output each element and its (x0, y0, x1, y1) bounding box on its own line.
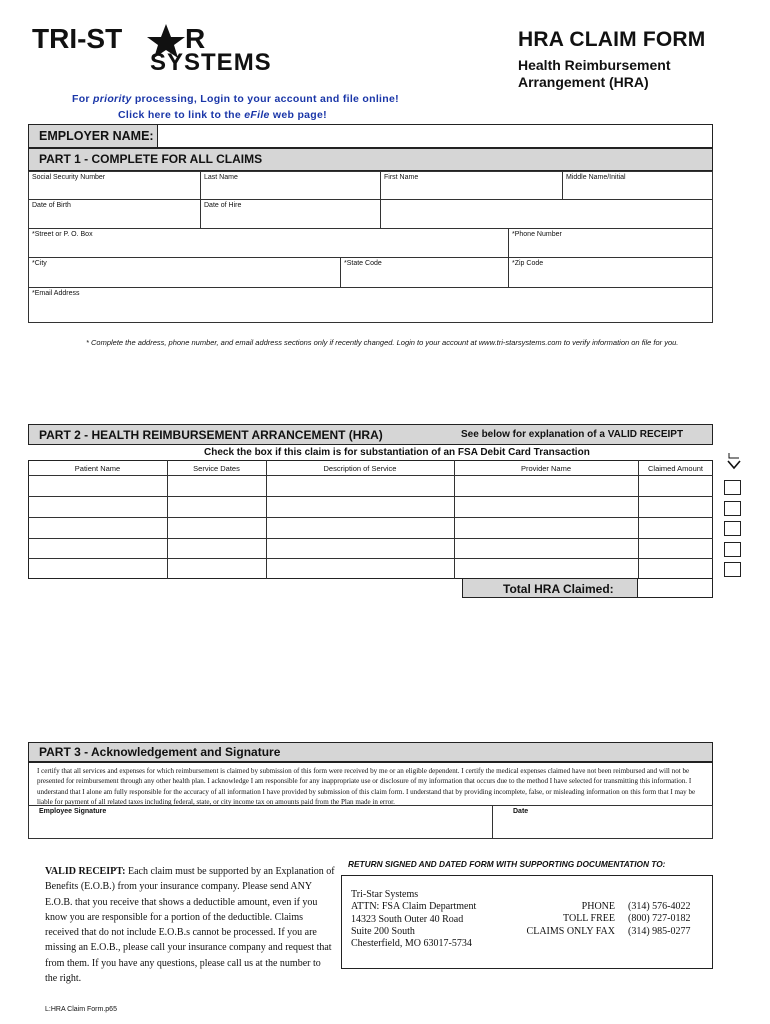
return-heading: RETURN SIGNED AND DATED FORM WITH SUPPORTING DOCUMENTATION TO: (348, 859, 666, 869)
employer-name-label: EMPLOYER NAME: (28, 124, 158, 148)
fsa-checkbox[interactable] (724, 562, 741, 577)
fsa-checkbox[interactable] (724, 501, 741, 516)
middle-name-field[interactable]: Middle Name/Initial (562, 171, 713, 200)
fsa-checkbox[interactable] (724, 542, 741, 557)
fax-label: CLAIMS ONLY FAX (526, 925, 615, 937)
city-field[interactable]: *City (28, 257, 341, 288)
employer-name-field[interactable] (157, 124, 713, 148)
part1-header: PART 1 - COMPLETE FOR ALL CLAIMS (28, 148, 713, 171)
state-field[interactable]: *State Code (340, 257, 509, 288)
return-address-box (341, 875, 713, 969)
table-row[interactable] (28, 539, 713, 558)
zip-field[interactable]: *Zip Code (508, 257, 713, 288)
arrow-down-icon (726, 452, 742, 470)
efile-link[interactable]: Click here to link to the eFile web page! (118, 109, 327, 121)
phone-label: PHONE (581, 901, 615, 912)
table-row[interactable] (28, 497, 713, 517)
tri-star-logo (32, 22, 332, 74)
form-subtitle (518, 57, 718, 91)
table-row[interactable] (28, 476, 713, 496)
toll-free-number: (800) 727-0182 (628, 913, 691, 925)
email-field[interactable]: *Email Address (28, 287, 713, 323)
footer-filename: L:HRA Claim Form.p65 (45, 1006, 117, 1013)
valid-receipt-note: See below for explanation of a VALID RECEIPT (461, 429, 684, 440)
total-hra-label: Total HRA Claimed: (462, 578, 638, 598)
logo-text-bottom: SYSTEMS (150, 49, 272, 74)
col-description: Description of Service (323, 464, 397, 473)
fsa-check-instruction: Check the box if this claim is for substantiation of an FSA Debit Card Transaction (204, 447, 590, 458)
address-line: Chesterfield, MO 63017-5734 (351, 938, 472, 950)
last-name-field[interactable]: Last Name (200, 171, 381, 200)
valid-receipt-paragraph: VALID RECEIPT: Each claim must be supported by an Explanation of Benefits (E.O.B.) from your insurance company. Please send ANY E.O.B. that you receive that shows a deductible amount, even if you know you are responsible for a portion of the deductible. Claims received that do not include E.O.B.s cannot be processed. If you are missing an E.O.B., please call your insurance company and request that from them. If you have any questions, please call us at the number to the right. (45, 866, 335, 985)
valid-receipt-label: VALID RECEIPT: (45, 866, 126, 877)
address-line: Tri-Star Systems (351, 889, 419, 900)
address-line: 14323 South Outer 40 Road (351, 913, 464, 925)
return-address (351, 889, 476, 950)
doh-field[interactable]: Date of Hire (200, 199, 381, 229)
contact-numbers (628, 901, 691, 938)
address-update-note: * Complete the address, phone number, and email address sections only if recently changed. Login to your account at www.tri-starsystems.com to verify information on file for you. (86, 338, 679, 347)
col-provider-name: Provider Name (520, 464, 572, 473)
first-name-field[interactable]: First Name (380, 171, 563, 200)
address-line: Suite 200 South (351, 925, 415, 937)
ssn-field[interactable]: Social Security Number (28, 171, 201, 200)
table-row[interactable] (28, 559, 713, 579)
logo-text-top: TRI-ST (32, 23, 123, 54)
contact-labels (492, 901, 615, 938)
dob-field[interactable]: Date of Birth (28, 199, 201, 229)
col-service-dates: Service Dates (193, 464, 240, 473)
part3-header: PART 3 - Acknowledgement and Signature (28, 742, 713, 762)
table-row[interactable] (28, 518, 713, 538)
employee-signature-field[interactable]: Employee Signature (28, 805, 493, 839)
logo-text-r: R (185, 23, 206, 54)
promo-line-1: For priority processing, Login to your account and file online! (72, 93, 399, 105)
fsa-checkbox[interactable] (724, 521, 741, 536)
part2-title: PART 2 - HEALTH REIMBURSEMENT ARRANCEMENT (HRA) (39, 428, 383, 442)
subtitle-line-1: Health Reimbursement (518, 57, 671, 73)
toll-free-label: TOLL FREE (563, 913, 615, 925)
fax-number: (314) 985-0277 (628, 925, 691, 937)
logo-graphic (32, 22, 332, 74)
subtitle-line-2: Arrangement (HRA) (518, 74, 649, 90)
phone-number: (314) 576-4022 (628, 901, 691, 912)
col-patient-name: Patient Name (74, 464, 121, 473)
acknowledgement-text: I certify that all services and expenses for which reimbursement is claimed by submission of this form were received by me or an eligible dependent. I certify the medical expenses claimed have not been reimbursed and will not be presented for reimbursement through any other health plan. I acknowledge I am responsible for any inappropriate use or disclosure of my information that occurs due to the method I have selected for transmitting this information. I understand that I alone am fully responsible for the accuracy of all information I have provided by submission of this claim form. I understand that by providing incomplete, false, or misleading information on this form that I may be liable for payment of all related taxes including federal, state, or city income tax on amounts paid from the Plan made in error. (37, 767, 696, 806)
total-hra-field[interactable] (637, 578, 713, 598)
street-field[interactable]: *Street or P. O. Box (28, 228, 509, 258)
phone-field[interactable]: *Phone Number (508, 228, 713, 258)
acknowledgement-box (28, 762, 713, 806)
blank-field[interactable] (380, 199, 713, 229)
part2-header (28, 424, 713, 445)
address-line: ATTN: FSA Claim Department (351, 901, 477, 913)
fsa-checkbox[interactable] (724, 480, 741, 495)
date-field[interactable]: Date (492, 805, 713, 839)
form-title: HRA CLAIM FORM (518, 28, 706, 51)
col-claimed-amount: Claimed Amount (647, 464, 704, 473)
